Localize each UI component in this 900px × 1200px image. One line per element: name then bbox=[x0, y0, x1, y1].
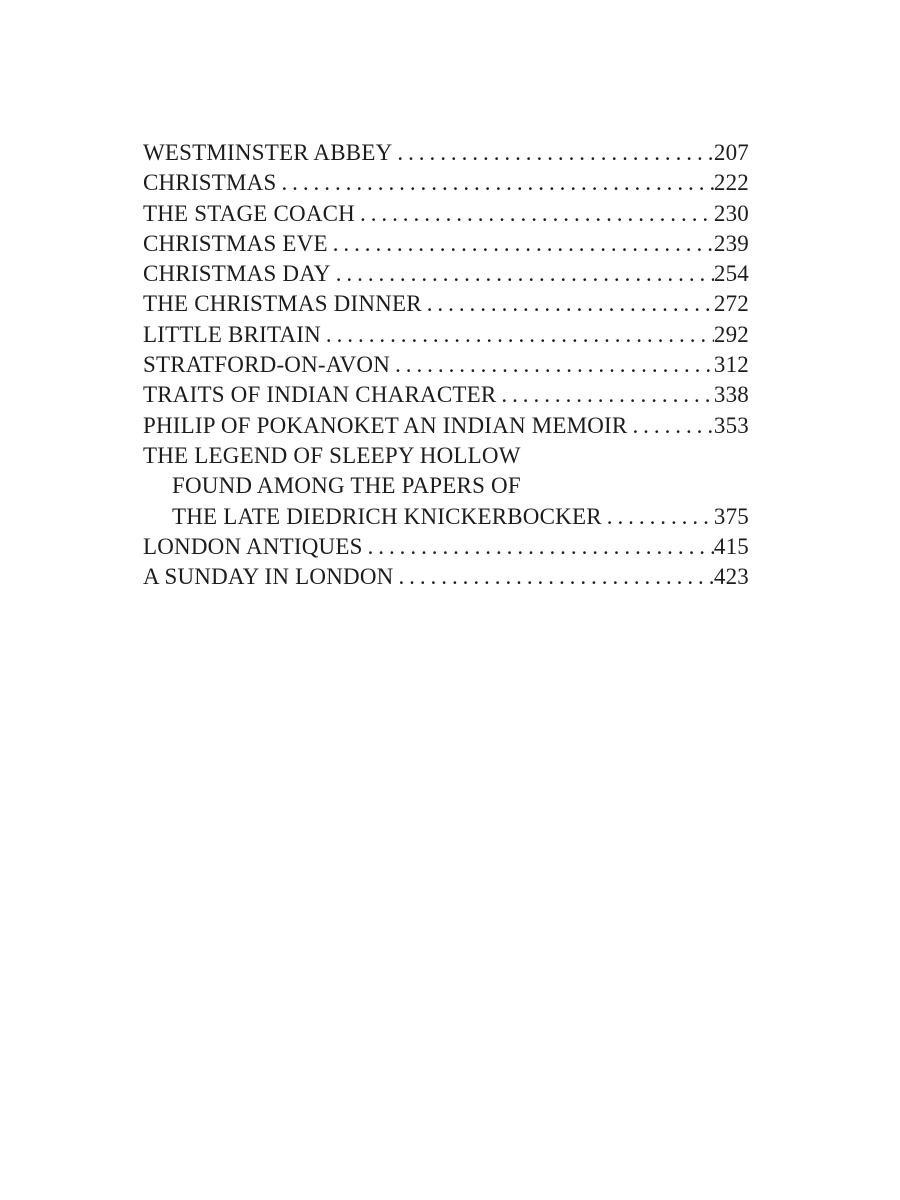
toc-entry-title: THE STAGE COACH bbox=[143, 200, 355, 226]
toc-entry-title: TRAITS OF INDIAN CHARACTER bbox=[143, 382, 497, 408]
toc-entry-westminster-abbey[interactable] bbox=[143, 138, 749, 168]
dot-leader bbox=[390, 350, 714, 380]
toc-entry-little-britain[interactable] bbox=[143, 320, 749, 350]
dot-leader bbox=[496, 380, 713, 410]
toc-entry-title: THE LEGEND OF SLEEPY HOLLOW bbox=[143, 442, 521, 468]
dot-leader bbox=[422, 289, 714, 319]
dot-leader bbox=[355, 199, 714, 229]
toc-entry-the-christmas-dinner[interactable] bbox=[143, 289, 749, 319]
dot-leader bbox=[328, 229, 714, 259]
toc-entry-legend-of-sleepy-hollow[interactable] bbox=[143, 441, 749, 471]
toc-entry-page-number: 254 bbox=[713, 261, 749, 287]
toc-entry-page-number: 423 bbox=[713, 564, 749, 590]
dot-leader bbox=[276, 168, 713, 198]
toc-entry-title-line-3: THE LATE DIEDRICH KNICKERBOCKER bbox=[172, 503, 602, 529]
toc-entry-traits-of-indian-character[interactable] bbox=[143, 380, 749, 410]
toc-entry-title: A SUNDAY IN LONDON bbox=[143, 564, 394, 590]
toc-entry-london-antiques[interactable] bbox=[143, 532, 749, 562]
toc-entry-page-number: 312 bbox=[713, 352, 749, 378]
toc-entry-page-number: 239 bbox=[713, 230, 749, 256]
toc-entry-page-number: 292 bbox=[713, 321, 749, 347]
toc-entry-title: STRATFORD-ON-AVON bbox=[143, 352, 391, 378]
toc-entry-christmas-eve[interactable] bbox=[143, 229, 749, 259]
toc-entry-continuation bbox=[143, 471, 749, 501]
toc-entry-title: LONDON ANTIQUES bbox=[143, 533, 363, 559]
dot-leader bbox=[392, 138, 714, 168]
toc-entry-title: PHILIP OF POKANOKET AN INDIAN MEMOIR bbox=[143, 412, 628, 438]
toc-entry-title: LITTLE BRITAIN bbox=[143, 321, 321, 347]
dot-leader bbox=[602, 502, 714, 532]
toc-entry-page-number: 415 bbox=[713, 533, 749, 559]
toc-entry-philip-of-pokanoket[interactable] bbox=[143, 411, 749, 441]
dot-leader bbox=[393, 562, 713, 592]
table-of-contents bbox=[143, 138, 749, 592]
toc-entry-christmas-day[interactable] bbox=[143, 259, 749, 289]
toc-entry-page-number: 353 bbox=[713, 412, 749, 438]
toc-entry-page-number: 207 bbox=[713, 140, 749, 165]
toc-entry-title: THE CHRISTMAS DINNER bbox=[143, 291, 422, 317]
toc-entry-page-number: 375 bbox=[713, 503, 749, 529]
toc-entry-page-number: 222 bbox=[713, 170, 749, 196]
toc-entry-page-number: 230 bbox=[713, 200, 749, 226]
toc-entry-stratford-on-avon[interactable] bbox=[143, 350, 749, 380]
toc-entry-title: CHRISTMAS EVE bbox=[143, 230, 328, 256]
dot-leader bbox=[321, 320, 714, 350]
toc-entry-continuation bbox=[143, 502, 749, 532]
dot-leader bbox=[331, 259, 714, 289]
toc-entry-a-sunday-in-london[interactable] bbox=[143, 562, 749, 592]
toc-entry-title: CHRISTMAS bbox=[143, 170, 277, 196]
toc-entry-title: CHRISTMAS DAY bbox=[143, 261, 331, 287]
toc-entry-page-number: 338 bbox=[713, 382, 749, 408]
dot-leader bbox=[627, 411, 713, 441]
toc-entry-page-number: 272 bbox=[713, 291, 749, 317]
dot-leader bbox=[363, 532, 714, 562]
toc-entry-the-stage-coach[interactable] bbox=[143, 199, 749, 229]
toc-entry-title: WESTMINSTER ABBEY bbox=[143, 140, 393, 165]
toc-entry-christmas[interactable] bbox=[143, 168, 749, 198]
toc-entry-title-line-2: FOUND AMONG THE PAPERS OF bbox=[172, 473, 521, 499]
